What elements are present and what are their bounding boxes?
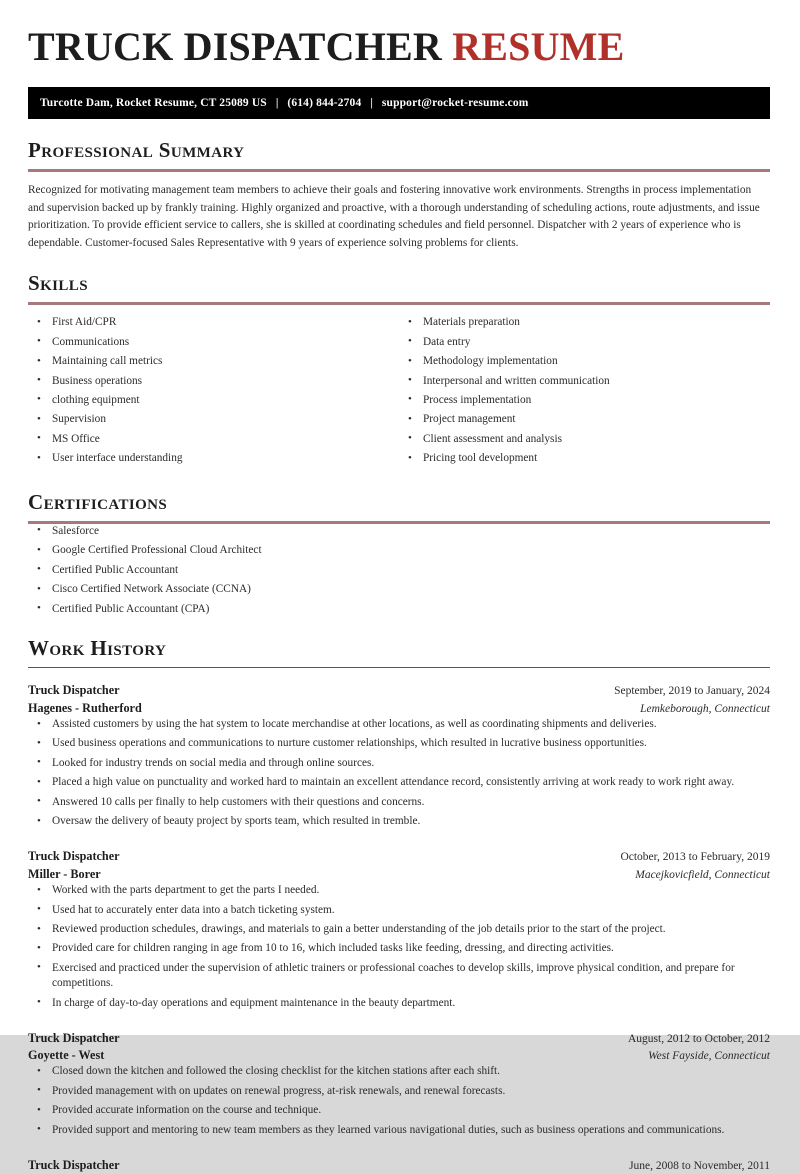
list-item: • Supervision: [28, 412, 399, 427]
list-item: • Placed a high value on punctuality and worked hard to maintain an excellent attendance record, consistently arriving at work ready to work right away.: [28, 775, 770, 790]
contact-separator-2: |: [370, 97, 373, 109]
list-item: • In charge of day-to-day operations and equipment maintenance in the beauty department.: [28, 996, 770, 1011]
list-item: • Used business operations and communications to nurture customer relationships, which resulted in lucrative business opportunities.: [28, 736, 770, 751]
job-company: Miller - Borer: [28, 866, 101, 881]
job-location: Lemkeborough, Connecticut: [640, 702, 770, 715]
job-header-row: [28, 848, 770, 865]
list-item: • Client assessment and analysis: [399, 432, 770, 447]
contact-phone[interactable]: (614) 844-2704: [287, 97, 362, 109]
certifications-list: [28, 524, 770, 617]
contact-email[interactable]: support@rocket-resume.com: [381, 97, 529, 109]
list-item: • Google Certified Professional Cloud Architect: [28, 543, 770, 558]
job-company: Hagenes - Rutherford: [28, 700, 142, 715]
job-dates: August, 2012 to October, 2012: [628, 1032, 770, 1045]
work-history-entry: [28, 682, 770, 829]
section-divider-work-history: [28, 667, 770, 669]
skills-list-left: [28, 315, 399, 466]
list-item: • First Aid/CPR: [28, 315, 399, 330]
list-item: • Closed down the kitchen and followed the closing checklist for the kitchen stations after each shift.: [28, 1064, 770, 1079]
section-heading-professional-summary: Professional Summary: [28, 138, 245, 162]
list-item: • Used hat to accurately enter data into a batch ticketing system.: [28, 903, 770, 918]
list-item: • Worked with the parts department to get the parts I needed.: [28, 883, 770, 898]
skills-column-left: [28, 315, 399, 471]
work-history-entry: [28, 1157, 770, 1174]
list-item: • Provided management with on updates on renewal progress, at-risk renewals, and renewal forecasts.: [28, 1084, 770, 1099]
contact-address: Turcotte Dam, Rocket Resume, CT 25089 US: [40, 97, 267, 109]
work-history-entry: [28, 848, 770, 1010]
job-location: West Fayside, Connecticut: [648, 1050, 770, 1063]
section-skills: [28, 272, 770, 471]
job-title: Truck Dispatcher: [28, 683, 120, 698]
list-item: • Data entry: [399, 335, 770, 350]
section-work-history: [28, 637, 770, 1174]
section-certifications: [28, 491, 770, 617]
list-item: • clothing equipment: [28, 393, 399, 408]
list-item: • Assisted customers by using the hat system to locate merchandise at other locations, as well as coordinating shipments and deliveries.: [28, 717, 770, 732]
list-item: • Methodology implementation: [399, 354, 770, 369]
list-item: • Certified Public Accountant (CPA): [28, 602, 770, 617]
page-title-role: TRUCK DISPATCHER: [28, 24, 442, 69]
job-header-row: [28, 1030, 770, 1047]
section-professional-summary: [28, 139, 770, 252]
section-heading-skills: Skills: [28, 271, 88, 296]
professional-summary-text: Recognized for motivating management team members to achieve their goals and fostering innovative work environments. Strengths in process implementation and supervision backed up by frankly training. Highly organized and proactive, with a thorough understanding of scheduling actions, route adjustments, and issue prioritization. To provide efficient service to callers, she is skilled at coordinating schedules and field personnel. Dispatcher with 2 years of experience who is dependable. Customer-focused Sales Representative with 9 years of experience solving problems for clients.: [28, 184, 760, 249]
list-item: • Oversaw the delivery of beauty project by sports team, which resulted in tremble.: [28, 814, 770, 829]
skills-column-right: [399, 315, 770, 471]
skills-columns: [28, 305, 770, 471]
job-bullets: [28, 717, 770, 829]
job-location: Macejkovicfield, Connecticut: [635, 868, 770, 881]
job-title: Truck Dispatcher: [28, 849, 120, 864]
list-item: • Interpersonal and written communication: [399, 374, 770, 389]
job-dates: September, 2019 to January, 2024: [614, 685, 770, 698]
list-item: • Business operations: [28, 374, 399, 389]
list-item: • User interface understanding: [28, 451, 399, 466]
page-title: [28, 0, 770, 70]
list-item: • Salesforce: [28, 524, 770, 539]
list-item: • Materials preparation: [399, 315, 770, 330]
contact-separator-1: |: [275, 97, 279, 109]
job-bullets: [28, 883, 770, 1011]
page-title-accent: RESUME: [452, 24, 625, 69]
resume-content: [28, 0, 770, 1174]
list-item: • Exercised and practiced under the supervision of athletic trainers or professional coaches to develop skills, improve physical condition, and prepare for competitions.: [28, 961, 770, 992]
list-item: • Provided care for children ranging in age from 10 to 16, which included tasks like feeding, dressing, and directing activities.: [28, 941, 770, 956]
job-header-row: [28, 1157, 770, 1174]
section-heading-work-history: Work History: [28, 635, 167, 660]
list-item: • Communications: [28, 335, 399, 350]
job-header-row: [28, 682, 770, 699]
skills-list-right: [399, 315, 770, 466]
job-subheader-row: [28, 866, 770, 883]
list-item: • MS Office: [28, 432, 399, 447]
job-bullets: [28, 1064, 770, 1138]
job-dates: June, 2008 to November, 2011: [629, 1160, 770, 1173]
list-item: • Pricing tool development: [399, 451, 770, 466]
job-title: Truck Dispatcher: [28, 1030, 120, 1045]
job-title: Truck Dispatcher: [28, 1158, 120, 1173]
list-item: • Provided accurate information on the course and technique.: [28, 1103, 770, 1118]
job-dates: October, 2013 to February, 2019: [620, 851, 770, 864]
list-item: • Provided support and mentoring to new team members as they learned various navigational duties, such as business operations and communications.: [28, 1123, 770, 1138]
list-item: • Process implementation: [399, 393, 770, 408]
list-item: • Reviewed production schedules, drawings, and materials to gain a better understanding of the job details prior to the start of the project.: [28, 922, 770, 937]
list-item: • Cisco Certified Network Associate (CCNA): [28, 582, 770, 597]
contact-bar: [28, 87, 770, 119]
list-item: • Project management: [399, 412, 770, 427]
work-history-entry: [28, 1030, 770, 1138]
section-heading-certifications: Certifications: [28, 489, 168, 514]
job-subheader-row: [28, 1047, 770, 1064]
list-item: • Looked for industry trends on social media and through online sources.: [28, 756, 770, 771]
job-company: Goyette - West: [28, 1048, 105, 1063]
job-subheader-row: [28, 700, 770, 717]
list-item: • Maintaining call metrics: [28, 354, 399, 369]
list-item: • Answered 10 calls per finally to help customers with their questions and concerns.: [28, 795, 770, 810]
list-item: • Certified Public Accountant: [28, 563, 770, 578]
